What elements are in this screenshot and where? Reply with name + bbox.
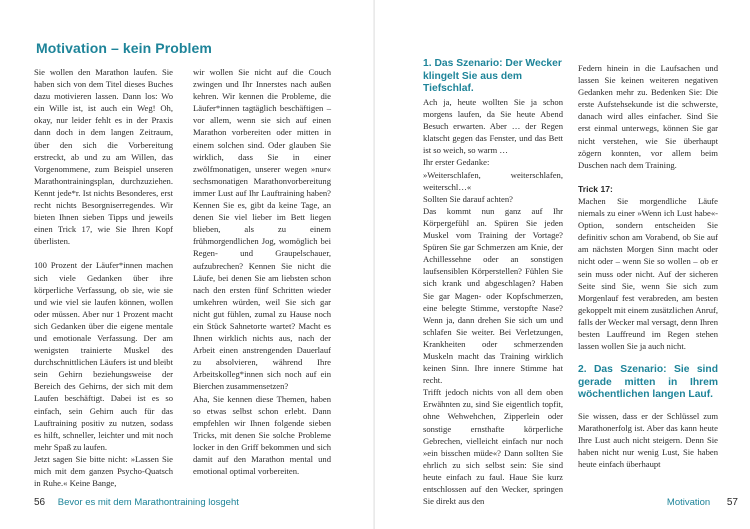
- paragraph: Federn hinein in die Laufsachen und lassen Sie keinen weiteren negativen Gedanken mehr zu. Bedenken Sie: Die erste Aufstehsekunde ist die schwerste, danach wird alles einfacher. Sind Sie erst einmal unterwegs, können Sie gar nicht verstehen, wie Sie überhaupt zögern konnten, vor allem beim Duschen nach dem Training.: [578, 63, 718, 170]
- trick-paragraph: Machen Sie morgendliche Läufe niemals zu einer »Wenn ich Lust habe«-Option, sondern entscheiden Sie definitiv schon am Vorabend, ob Sie auf am nächsten Morgen Sinn macht oder nicht oder – wenn Sie so wollen – ob er sein muss oder nicht. Auf der sicheren Seite sind Sie, wenn Sie sich zum Morgenlauf fest verabreden, am besten gekoppelt mit einem zusätzlichen Anruf, falls der Wecker mal versagt, denn Ihren besten Lauffreund im Regen stehen lassen wollen Sie ja auch nicht.: [578, 195, 718, 352]
- scenario-1-heading: 1. Das Szenario: Der Wecker klingelt Sie aus dem Tiefschlaf.: [423, 58, 562, 95]
- paragraph: Sie wollen den Marathon laufen. Sie haben sich von dem Titel dieses Buches dazu motivieren lassen. Dann los: Wo ein Wille ist, ist auch ein Weg! Oh, okay, nur leider fehlt es in der Praxis dann doch in dem langen Zeitraum, über den sich die Vorbereitung erstreckt, ab und zu am Willen, das Vorgenommene, zum Beispiel unseren Marathontrainingsplan, durchzuziehen. Kennt jede*r. Ist nichts Besonderes, erst recht nichts Besorgniserregendes. Wir bieten Ihnen sieben Tipps und jeweils einen Trick 17, wie Sie Ihren Kopf überlisten.: [34, 67, 173, 247]
- paragraph: wir wollen Sie nicht auf die Couch zwingen und Ihr Innerstes nach außen kehren. Wir kennen die Probleme, die Läufer*innen tagtäglich beschäftigen – vor allem, wenn sie sich auf einen Marathon vorbereiten oder mitten in einem solchen sind. Oder glauben Sie wirklich, dass Sie in einer zwölfmonatigen, unserer wegen »nur« sechsmonatigen Marathonvorbereitung immer Lust auf Ihr Lauftraining haben? Kennen Sie es, gibt da keine Tage, an denen Sie viel lieber im Bett liegen blieben, als zu einem frühmorgendlichen Jog, womöglich bei Regen- und Graupelschauer, aufzubrechen? Kennen Sie nicht die Läufe, bei denen Sie am liebsten schon nach den ersten fünf Schritten wieder umkehren würden, weil Sie sich gar nicht gut fühlen, zumal zu Hause noch ein Stück Sahnetorte wartet? Macht es Ihnen wirklich nichts aus, nach der Arbeit einen anstrengenden Dauerlauf zu absolvieren, während Ihre Arbeitskolleg*innen sich noch auf ein Bierchen zusammensetzen?: [193, 67, 331, 392]
- running-head: Motivation: [666, 497, 711, 508]
- paragraph: Ach ja, heute wollten Sie ja schon morgens laufen, da Sie heute Abend Besuch erwarten. Aber … der Regen klatscht gegen das Fenster, und das Bett ist so weich, so warm …: [423, 97, 563, 156]
- paragraph: Jetzt sagen Sie bitte nicht: »Lassen Sie mich mit dem ganzen Psycho-Quatsch in Ruhe.« Keine Bange,: [34, 453, 173, 489]
- chapter-title: Motivation – kein Problem: [36, 40, 212, 56]
- right-column-2: [578, 62, 718, 470]
- paragraph: Das kommt nun ganz auf Ihr Körpergefühl an. Spüren Sie jeden Muskel vom Training der Vortage? Spüren Sie gar Schmerzen am Knie, der Achillessehne oder an sonstigen laufsensiblen Körperstellen? Fühlen Sie sich krank und abgeschlagen? Haben Sie gar Magen- oder Kopfschmerzen, eine belegte Stimme, verstopfte Nase? Wenn ja, dann drehen Sie sich um und schlafen Sie weiter. Bei Verletzungen, Krankheiten oder schmerzenden Muskeln macht das Training wirklich keinen Sinn. Ihre innere Stimme hat recht.: [423, 205, 563, 386]
- footer-right: [667, 497, 738, 508]
- scenario-2-heading-wrap: [578, 364, 718, 402]
- paragraph: Aha, Sie kennen diese Themen, haben so etwas selbst schon erlebt. Dann empfehlen wir Ihnen folgende sieben Tricks, mit denen Sie solche Probleme locker in den Griff bekommen und sich damit auf den Marathon mental und emotional optimal vorbereiten.: [193, 393, 331, 477]
- right-column-1: [423, 96, 563, 507]
- paragraph: 100 Prozent der Läufer*innen machen sich viele Gedanken über ihre körperliche Verfassung, ob sie, wie sie und wie viel sie laufen können, wollen oder müssen. Aber nur 1 Prozent macht sich Gedanken über die eigene mentale und emotionale Verfassung. Der am wenigsten trainierte Muskel des durchschnittlichen Läufers ist und bleibt sein Gehirn beziehungsweise der Bereich des Gehirns, der sich mit dem Laufen beschäftigt. Dabei ist es so einfach, sein Gehirn auch für das Lauftraining positiv zu nutzen, sodass es hilft, schneller, leichter und mit noch mehr Spaß zu laufen.: [34, 260, 173, 452]
- footer-left: [34, 497, 239, 508]
- paragraph: Sollten Sie darauf achten?: [423, 193, 513, 204]
- left-column-2: [193, 66, 331, 477]
- trick-label: [578, 183, 718, 195]
- scenario-2-heading: 2. Das Szenario: Sie sind gerade mitten in Ihrem wöchentlichen langen Lauf.: [578, 364, 718, 401]
- paragraph: Ihr erster Gedanke:: [423, 157, 490, 168]
- trick-label-text: Trick 17:: [578, 183, 613, 194]
- paragraph: Sie wissen, dass er der Schlüssel zum Marathonerfolg ist. Aber das kann heute Ihre Lust auch nicht steigern. Denn Sie haben nicht nur wenig Lust, Sie haben heute einfach überhaupt: [578, 410, 718, 470]
- page-number: 57: [726, 497, 738, 508]
- paragraph: »Weiterschlafen, weiterschlafen, weiterschl…«: [423, 169, 563, 192]
- right-page: [375, 0, 750, 529]
- paragraph: Trifft jedoch nichts von all dem oben Erwähnten zu, sind Sie eigentlich topfit, ohne Wehwehchen, Zipperlein oder sonstige ernsthafte körperliche Gebrechen, vielleicht einfach nur noch »ein bisschen müde«? Dann sollten Sie ehrlich zu sich selbst sein: Sie sind heute einfach zu faul. Haue Sie kurz entschlossen auf den Wecker, springen Sie direkt aus den: [423, 387, 563, 507]
- left-column-1: [34, 66, 173, 489]
- page-number: 56: [34, 497, 46, 508]
- running-head: Bevor es mit dem Marathontraining losgeht: [57, 497, 239, 508]
